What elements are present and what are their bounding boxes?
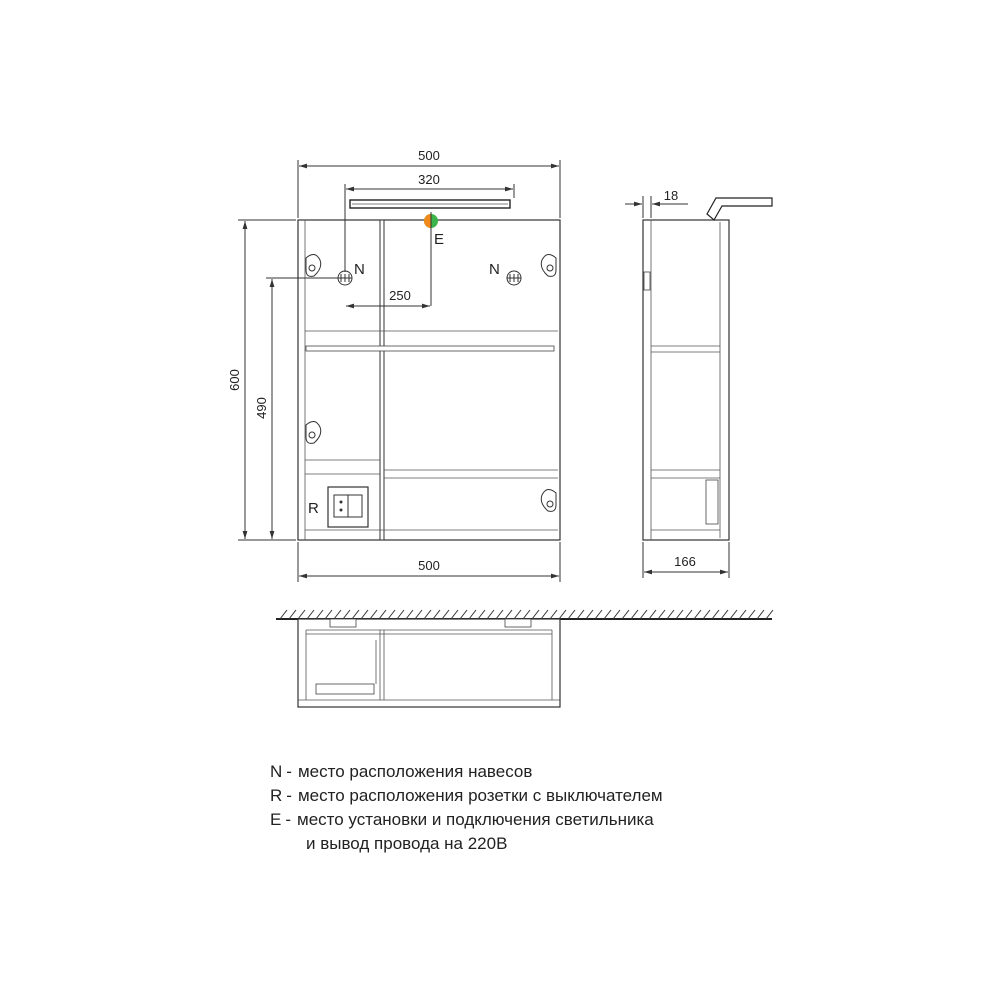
marker-r: R [308, 500, 319, 517]
side-view [625, 188, 772, 578]
marker-e: E [434, 231, 445, 248]
door-divider [380, 220, 384, 540]
legend-row-r: R - место расположения розетки с выключателем [270, 784, 663, 808]
marker-n-left: N [354, 261, 365, 278]
dim-outlet-offset: 250 [389, 288, 411, 303]
marker-n-right: N [489, 261, 500, 278]
legend-key-n: N [270, 762, 283, 781]
dim-bottom-width: 500 [418, 558, 440, 573]
legend-text-e: место установки и подключения светильника [297, 810, 654, 829]
dim-top-width: 500 [418, 148, 440, 163]
legend-row-e: E - место установки и подключения светильника [270, 808, 663, 832]
dim-side-depth: 166 [674, 554, 696, 569]
dim-total-height: 600 [227, 369, 242, 391]
legend-key-r: R [270, 786, 283, 805]
legend-text-n: место расположения навесов [297, 762, 533, 781]
top-view [276, 610, 773, 707]
front-view [227, 148, 560, 582]
side-light-fixture [707, 198, 772, 220]
dim-side-light: 18 [663, 188, 679, 203]
legend-text-e-cont: и вывод провода на 220В [306, 834, 508, 853]
legend-text-r: место расположения розетки с выключателем [297, 786, 663, 805]
legend-row-e-cont [270, 832, 663, 856]
shelf-upper [306, 346, 554, 351]
legend-key-e: E [270, 810, 282, 829]
wall-hatch [280, 610, 773, 619]
legend-row-n: N - место расположения навесов [270, 760, 663, 784]
legend [270, 760, 663, 856]
dim-light-width: 320 [418, 172, 440, 187]
dim-mount-height: 490 [254, 397, 269, 419]
